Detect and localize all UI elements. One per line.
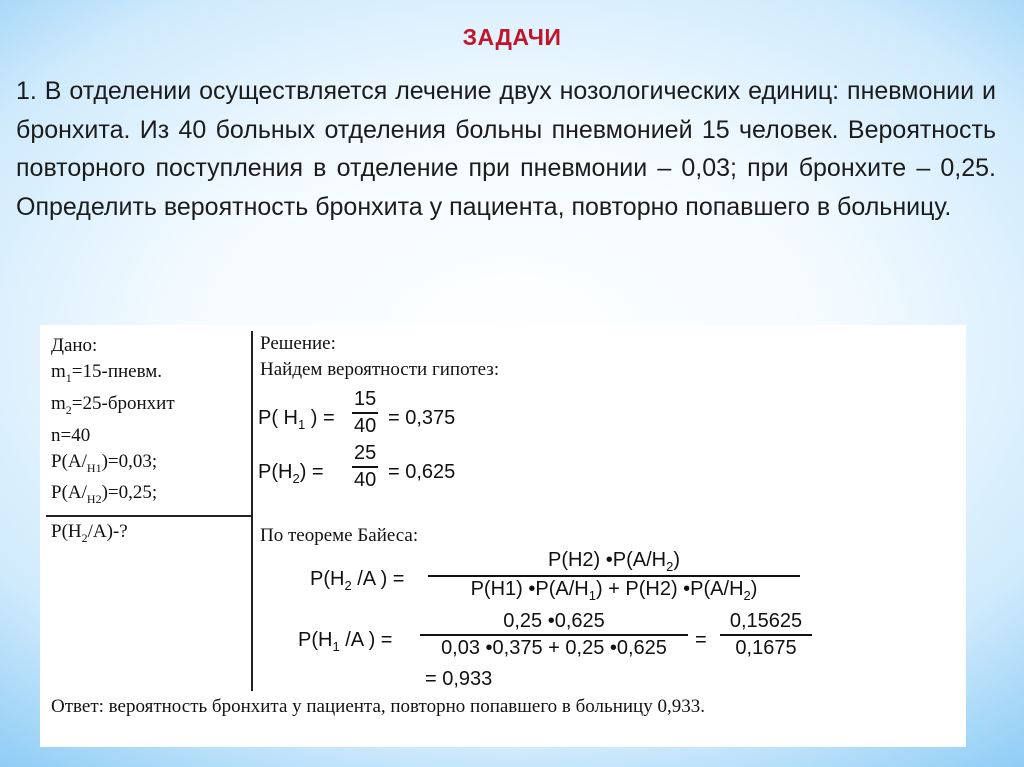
calc-equals: = xyxy=(695,629,707,651)
calc-denominator: 0,03 •0,375 + 0,25 •0,625 xyxy=(441,636,667,659)
solution-panel xyxy=(40,325,966,747)
ph2-denominator: 40 xyxy=(354,468,377,491)
ph1-denominator: 40 xyxy=(354,414,377,437)
bayes-lhs: $P(H_2$ /A ) = xyxy=(310,568,405,593)
bayes-fraction xyxy=(428,549,800,603)
answer-text: Ответ: вероятность бронхита у пациента, повторно попавшего в больницу 0,933. xyxy=(51,696,705,717)
bayes-denominator: P(H1) $•P(A/H_1) + P(H2)$ $•P(A/H_2)$ xyxy=(470,577,758,603)
calc-fraction xyxy=(420,610,688,660)
problem-text: 1. В отделении осуществляется лечение двух нозологических единиц: пневмонии и бронхита. Из 40 больных отделения больны пневмонией 15 человек. Вероятность повторного поступления в отделение при пневмонии – 0,03; при бронхите – 0,25. Определить вероятность бронхита у пациента, повторно попавшего в больницу. xyxy=(16,77,996,221)
ph2-numerator: 25 xyxy=(354,442,377,464)
given-block xyxy=(51,333,175,512)
ph2-result: = 0,625 xyxy=(388,461,456,483)
given-m2: $m_2=25$-бронхит xyxy=(51,392,175,417)
solution-label: Решение: xyxy=(260,333,336,354)
bayes-numerator: P(H2) $•P(A/H_2)$ xyxy=(547,549,681,574)
calc-fraction-2 xyxy=(720,610,812,660)
given-pa-h1: $P(A/_{H1})=0,03$; xyxy=(51,450,158,475)
bayes-heading: По теореме Байеса: xyxy=(260,525,419,546)
given-label: Дано: xyxy=(51,335,98,356)
calc-final: = 0,933 xyxy=(425,668,493,690)
horizontal-divider xyxy=(46,515,251,517)
given-n: n=40 xyxy=(51,424,91,446)
hypothesis-heading: Найдем вероятности гипотез: xyxy=(260,359,500,380)
calc-numerator-2: 0,15625 xyxy=(729,610,803,632)
vertical-divider xyxy=(251,331,253,691)
given-m1: $m_1=15$-пневм. xyxy=(51,361,163,385)
find-target: $P(H_2/A)-$? xyxy=(51,521,128,545)
ph1-numerator: 15 xyxy=(354,388,377,410)
calc-lhs: $P(H_1$ /A ) = xyxy=(298,629,393,654)
given-pa-h2: $P(A/_{H2})=0,25$; xyxy=(51,482,158,507)
ph1-lhs: P( $H_1$ ) = xyxy=(258,407,335,432)
ph2-fraction xyxy=(352,442,378,492)
ph1-fraction xyxy=(352,388,378,438)
ph1-result: = 0,375 xyxy=(388,407,456,429)
calc-denominator-2: 0,1675 xyxy=(735,636,797,659)
calc-numerator: 0,25 •0,625 xyxy=(503,610,605,632)
ph2-lhs: $P(H_2)$ = xyxy=(258,461,324,486)
page-title: ЗАДАЧИ xyxy=(462,24,562,50)
